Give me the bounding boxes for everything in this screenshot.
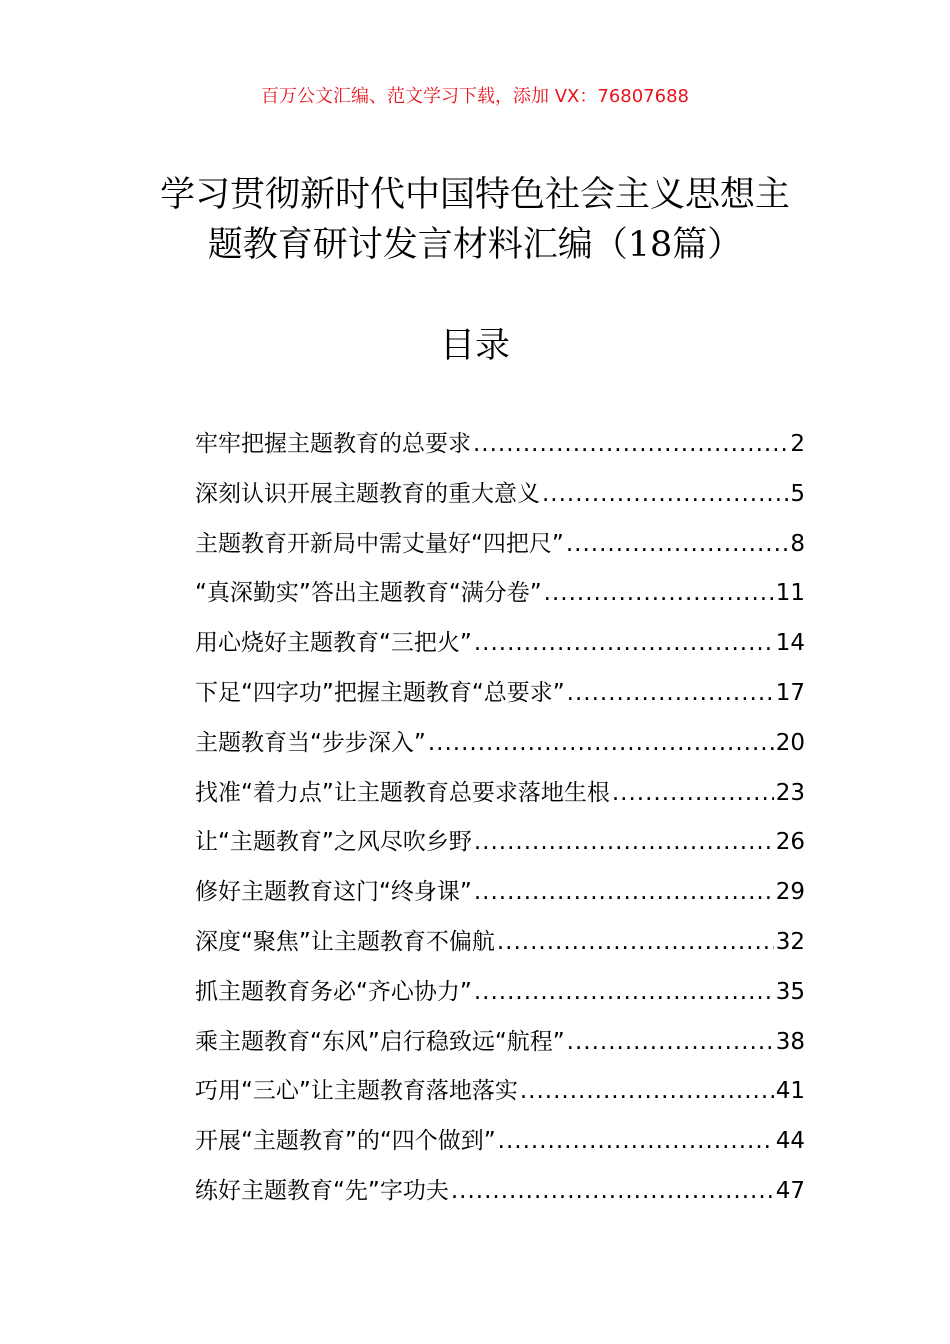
toc-dot-leader	[474, 818, 774, 868]
toc-entry[interactable]	[195, 968, 805, 1018]
toc-entry[interactable]	[195, 470, 805, 520]
toc-entry-title: 深刻认识开展主题教育的重大意义	[195, 480, 540, 507]
toc-dot-leader	[498, 1117, 774, 1167]
toc-page-number: 8	[790, 530, 805, 557]
toc-page-number: 20	[775, 729, 805, 756]
toc-page-number: 11	[775, 580, 805, 607]
toc-entry[interactable]	[195, 1067, 805, 1117]
toc-page-number: 41	[775, 1078, 805, 1105]
toc-entry-title: 深度“聚焦”让主题教育不偏航	[195, 928, 495, 955]
toc-page-number: 35	[775, 978, 805, 1005]
toc-dot-leader	[473, 420, 788, 470]
toc-entry[interactable]	[195, 569, 805, 619]
toc-entry-title: 用心烧好主题教育“三把火”	[195, 630, 472, 657]
toc-entry-title: 主题教育开新局中需丈量好“四把尺”	[195, 530, 564, 557]
toc-dot-leader	[497, 918, 774, 968]
toc-page-number: 17	[775, 679, 805, 706]
toc-entry[interactable]	[195, 918, 805, 968]
toc-page-number: 14	[775, 630, 805, 657]
toc-entry-title: 巧用“三心”让主题教育落地落实	[195, 1078, 518, 1105]
toc-entry[interactable]	[195, 520, 805, 570]
toc-dot-leader	[542, 470, 788, 520]
toc-entry[interactable]	[195, 619, 805, 669]
table-of-contents	[195, 420, 805, 1217]
title-line-2-end: 篇）	[672, 225, 743, 265]
toc-dot-leader	[567, 1018, 774, 1068]
toc-page-number: 29	[775, 879, 805, 906]
toc-entry-title: 开展“主题教育”的“四个做到”	[195, 1128, 496, 1155]
toc-page-number: 2	[790, 431, 805, 457]
toc-page-number: 23	[775, 779, 805, 806]
toc-entry-title: 找准“着力点”让主题教育总要求落地生根	[195, 779, 610, 806]
toc-entry-title: 下足“四字功”把握主题教育“总要求”	[195, 679, 565, 706]
toc-entry-title: 乘主题教育“东风”启行稳致远“航程”	[195, 1028, 565, 1055]
title-count: 18	[627, 225, 673, 265]
toc-page-number: 32	[775, 928, 805, 955]
toc-entry[interactable]	[195, 1117, 805, 1167]
toc-entry-title: 修好主题教育这门“终身课”	[195, 879, 472, 906]
toc-page-number: 5	[790, 480, 805, 507]
toc-dot-leader	[567, 669, 774, 719]
toc-entry[interactable]	[195, 669, 805, 719]
toc-entry[interactable]	[195, 420, 805, 470]
toc-dot-leader	[474, 868, 774, 918]
toc-entry[interactable]	[195, 868, 805, 918]
toc-page-number: 26	[775, 829, 805, 856]
document-title	[120, 170, 830, 270]
toc-dot-leader	[612, 769, 774, 819]
title-line-2: 题教育研讨发言材料汇编（	[207, 225, 628, 265]
toc-dot-leader	[474, 619, 774, 669]
toc-entry[interactable]	[195, 1018, 805, 1068]
toc-dot-leader	[520, 1067, 774, 1117]
toc-entry[interactable]	[195, 769, 805, 819]
toc-dot-leader	[451, 1167, 774, 1217]
toc-page-number: 47	[775, 1177, 805, 1204]
toc-entry-title: 让“主题教育”之风尽吹乡野	[195, 829, 472, 856]
toc-heading: 目录	[439, 326, 510, 366]
toc-entry-title: “真深勤实”答出主题教育“满分卷”	[195, 580, 542, 607]
toc-page-number: 44	[775, 1128, 805, 1155]
watermark-banner: 百万公文汇编、范文学习下载，添加 VX：76807688	[261, 86, 689, 107]
toc-entry-title: 主题教育当“步步深入”	[195, 729, 426, 756]
toc-dot-leader	[544, 569, 774, 619]
toc-dot-leader	[428, 719, 774, 769]
title-line-1: 学习贯彻新时代中国特色社会主义思想主	[159, 175, 790, 215]
toc-entry[interactable]	[195, 818, 805, 868]
toc-entry[interactable]	[195, 719, 805, 769]
toc-dot-leader	[474, 968, 774, 1018]
toc-entry-title: 抓主题教育务必“齐心协力”	[195, 978, 472, 1005]
toc-dot-leader	[566, 520, 789, 570]
toc-entry-title: 牢牢把握主题教育的总要求	[195, 431, 471, 457]
toc-entry[interactable]	[195, 1167, 805, 1217]
toc-page-number: 38	[775, 1028, 805, 1055]
toc-entry-title: 练好主题教育“先”字功夫	[195, 1177, 449, 1204]
